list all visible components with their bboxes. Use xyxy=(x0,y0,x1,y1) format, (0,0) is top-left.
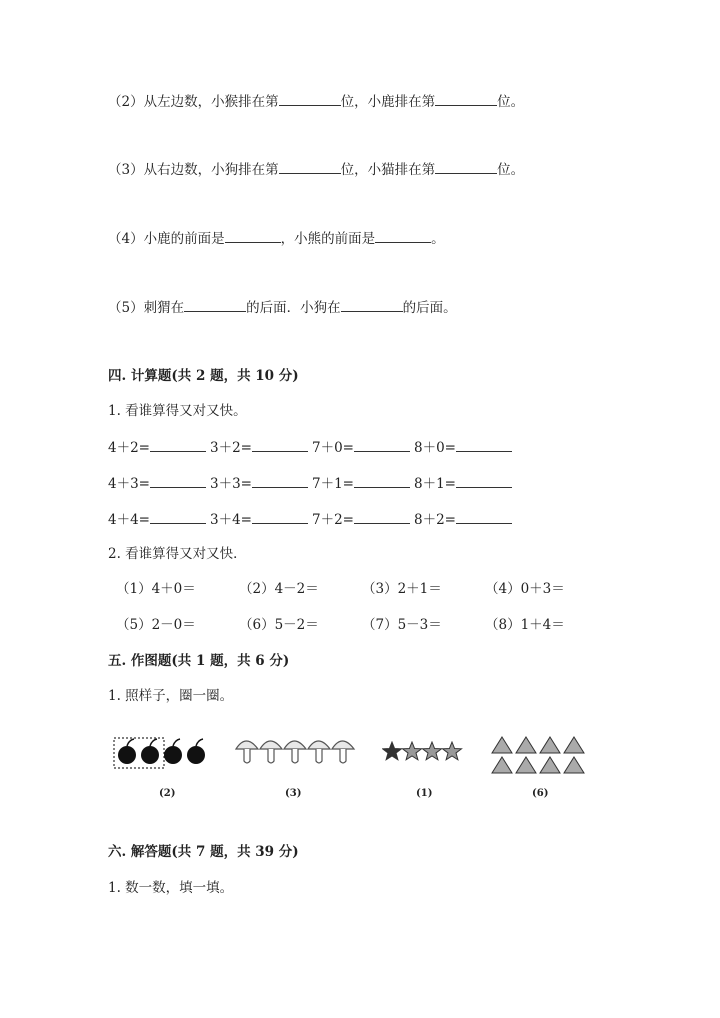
caption-apples: (2) xyxy=(159,788,176,799)
calc-item xyxy=(312,472,414,492)
question-text: 位。 xyxy=(497,94,525,110)
question-text: （3）从右边数，小狗排在第 xyxy=(108,162,279,178)
equation-item: （2）4－2＝ xyxy=(239,581,319,597)
answer-blank[interactable] xyxy=(150,474,206,488)
calc-item xyxy=(414,508,516,528)
section-6-q1: 1. 数一数，填一填。 xyxy=(108,880,234,896)
question-text: （2）从左边数，小猴排在第 xyxy=(108,94,279,110)
answer-blank[interactable] xyxy=(252,474,308,488)
calc-item xyxy=(108,508,210,528)
calc-row xyxy=(108,436,516,456)
answer-blank[interactable] xyxy=(435,92,497,106)
calc-item xyxy=(210,508,312,528)
question-2 xyxy=(108,90,524,110)
section-4-title: 四. 计算题(共 2 题，共 10 分) xyxy=(108,368,299,384)
calc-expression: 8＋2= xyxy=(414,512,456,528)
equation-row xyxy=(116,577,608,597)
triangles-icon xyxy=(490,735,586,777)
question-text: 的后面．小狗在 xyxy=(246,300,341,316)
calc-item xyxy=(108,472,210,492)
answer-blank[interactable] xyxy=(435,160,497,174)
caption-stars: (1) xyxy=(416,788,433,799)
question-text: ，小熊的前面是 xyxy=(280,231,376,247)
answer-blank[interactable] xyxy=(150,510,206,524)
calc-item xyxy=(210,436,312,456)
stars-icon xyxy=(382,741,464,763)
question-text: 位。 xyxy=(497,162,525,178)
answer-blank[interactable] xyxy=(456,510,512,524)
answer-blank[interactable] xyxy=(341,298,403,312)
calc-item xyxy=(414,436,516,456)
calc-expression: 8＋0= xyxy=(414,440,456,456)
answer-blank[interactable] xyxy=(456,438,512,452)
question-3 xyxy=(108,158,524,178)
question-text: （5）刺猬在 xyxy=(108,300,185,316)
apples-icon xyxy=(112,734,212,770)
calc-expression: 7＋2= xyxy=(312,512,354,528)
answer-blank[interactable] xyxy=(252,510,308,524)
calc-expression: 3＋2= xyxy=(210,440,252,456)
question-4 xyxy=(108,227,445,247)
equation-item: （3）2＋1＝ xyxy=(362,581,442,597)
answer-blank[interactable] xyxy=(354,510,410,524)
caption-triangles: (6) xyxy=(532,788,549,799)
caption-mushrooms: (3) xyxy=(285,788,302,799)
question-text: 的后面。 xyxy=(402,300,457,316)
calc-expression: 4＋2= xyxy=(108,440,150,456)
calc-row xyxy=(108,472,516,492)
answer-blank[interactable] xyxy=(252,438,308,452)
answer-blank[interactable] xyxy=(279,92,341,106)
mushrooms-icon xyxy=(234,733,358,769)
calc-item xyxy=(312,508,414,528)
answer-blank[interactable] xyxy=(354,438,410,452)
answer-blank[interactable] xyxy=(456,474,512,488)
calc-expression: 7＋1= xyxy=(312,476,354,492)
calc-expression: 7＋0= xyxy=(312,440,354,456)
calc-item xyxy=(312,436,414,456)
calc-expression: 8＋1= xyxy=(414,476,456,492)
equation-item: （6）5－2＝ xyxy=(239,617,319,633)
calc-expression: 3＋4= xyxy=(210,512,252,528)
section-5-q1: 1. 照样子，圈一圈。 xyxy=(108,688,234,704)
equation-item: （7）5－3＝ xyxy=(362,617,442,633)
answer-blank[interactable] xyxy=(279,160,341,174)
question-5 xyxy=(108,296,457,316)
calc-item xyxy=(108,436,210,456)
calc-expression: 4＋4= xyxy=(108,512,150,528)
equation-row xyxy=(116,613,608,633)
calc-item xyxy=(414,472,516,492)
equation-item: （4）0＋3＝ xyxy=(485,581,565,597)
calc-item xyxy=(210,472,312,492)
section-4-q2: 2. 看谁算得又对又快． xyxy=(108,546,247,562)
question-text: （4）小鹿的前面是 xyxy=(108,231,225,247)
section-4-q1: 1. 看谁算得又对又快。 xyxy=(108,403,247,419)
question-text: 位，小鹿排在第 xyxy=(340,94,436,110)
question-text: 位，小猫排在第 xyxy=(340,162,436,178)
answer-blank[interactable] xyxy=(225,229,281,243)
calc-expression: 4＋3= xyxy=(108,476,150,492)
equation-item: （8）1＋4＝ xyxy=(485,617,565,633)
calc-expression: 3＋3= xyxy=(210,476,252,492)
calc-row xyxy=(108,508,516,528)
answer-blank[interactable] xyxy=(354,474,410,488)
section-6-title: 六. 解答题(共 7 题，共 39 分) xyxy=(108,844,299,860)
equation-item: （1）4＋0＝ xyxy=(116,581,196,597)
question-text: 。 xyxy=(431,231,445,247)
answer-blank[interactable] xyxy=(375,229,431,243)
section-5-title: 五. 作图题(共 1 题，共 6 分) xyxy=(108,653,290,669)
answer-blank[interactable] xyxy=(150,438,206,452)
equation-item: （5）2－0＝ xyxy=(116,617,196,633)
answer-blank[interactable] xyxy=(184,298,246,312)
